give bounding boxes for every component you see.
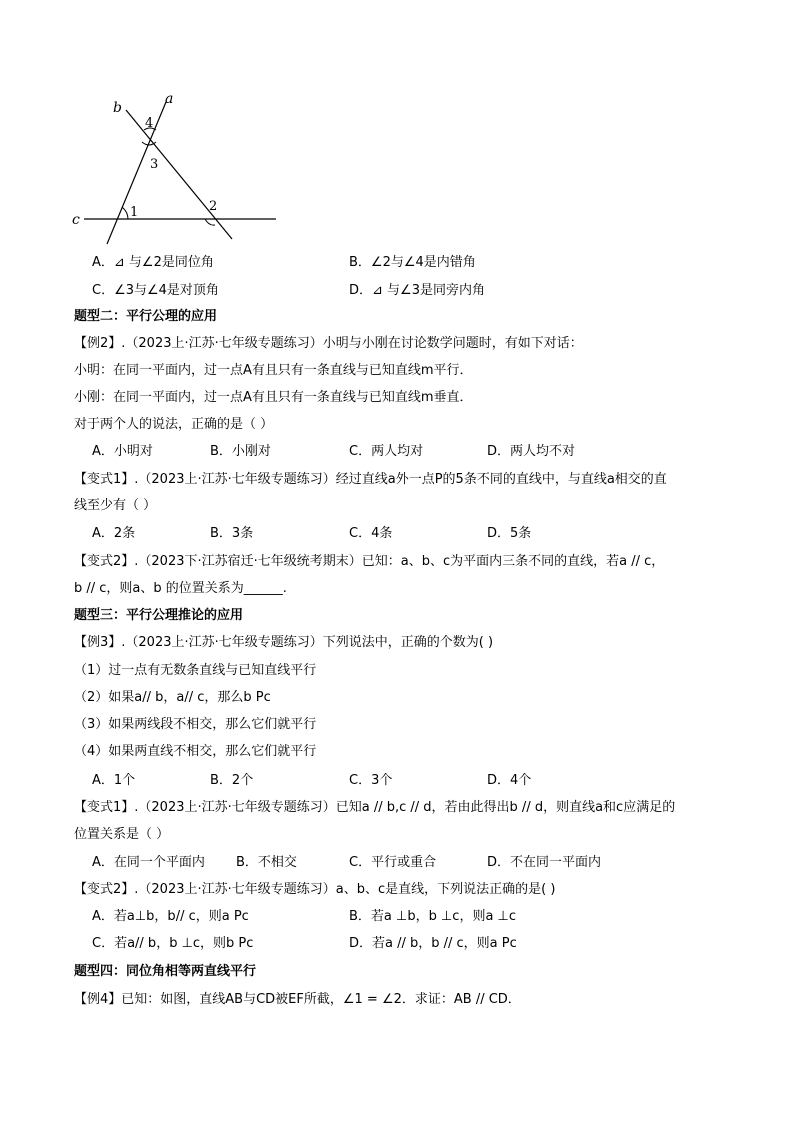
variant-3-1-option-c: C．平行或重合 [349,855,437,870]
angle-2-arc [205,219,215,225]
example-2-gang: 小刚：在同一平面内，过一点A有且只有一条直线与已知直线m垂直． [74,390,473,405]
label-4: 4 [145,116,154,131]
variant-3-2-stem: 【变式2】.（2023上·江苏·七年级专题练习）a、b、c是直线，下列说法正确的是( ) [74,882,556,897]
label-3: 3 [150,157,159,172]
angle-diagram [60,88,290,248]
angle-1-arc [122,207,128,219]
variant-2-1-option-c: C．4条 [349,526,393,541]
variant-3-1-option-a: A．在同一个平面内 [92,855,205,870]
example-2-stem: 【例2】.（2023上·江苏·七年级专题练习）小明与小刚在讨论数学问题时，有如下对话： [74,336,583,351]
example-3-option-a: A．1个 [92,773,136,788]
line-b [126,110,232,239]
variant-3-2-option-b: B．若a ⊥b，b ⊥c，则a ⊥c [349,909,517,924]
section-2-title: 题型二：平行公理的应用 [74,309,218,324]
label-2: 2 [209,199,218,214]
example-3-item-4: （4）如果两直线不相交，那么它们就平行 [74,744,317,759]
variant-3-2-option-a: A．若a⊥b，b// c，则a Pc [92,909,249,924]
variant-2-1-stem-line2: 线至少有（ ） [74,498,157,513]
example-3-option-b: B．2个 [210,773,254,788]
variant-2-1-option-a: A．2条 [92,526,136,541]
section-4-title: 题型四：同位角相等两直线平行 [74,964,257,979]
q1-option-a: A．⊿ 与∠2是同位角 [92,255,214,270]
example-3-option-c: C．3个 [349,773,393,788]
label-b: b [113,100,122,116]
q1-option-d: D．⊿ 与∠3是同旁内角 [349,283,485,298]
example-3-option-d: D．4个 [487,773,532,788]
example-3-item-1: （1）过一点有无数条直线与已知直线平行 [74,663,317,678]
q1-option-b: B．∠2与∠4是内错角 [349,255,476,270]
example-2-ming: 小明：在同一平面内，过一点A有且只有一条直线与已知直线m平行． [74,363,473,378]
variant-3-1-option-b: B．不相交 [236,855,297,870]
example-3-stem: 【例3】.（2023上·江苏·七年级专题练习）下列说法中，正确的个数为( ) [74,635,494,650]
section-3-title: 题型三：平行公理推论的应用 [74,608,244,623]
variant-2-1-option-b: B．3条 [210,526,254,541]
variant-2-2-stem-line1: 【变式2】.（2023下·江苏宿迁·七年级统考期末）已知：a、b、c为平面内三条不同的直线，若a // c， [74,554,665,569]
example-2-option-b: B．小刚对 [210,444,271,459]
geometry-figure [60,88,290,248]
variant-2-1-stem-line1: 【变式1】.（2023上·江苏·七年级专题练习）经过直线a外一点P的5条不同的直线中，与直线a相交的直 [74,472,667,487]
label-1: 1 [130,205,139,220]
example-2-option-d: D．两人均不对 [487,444,576,459]
example-2-question: 对于两个人的说法，正确的是（ ） [74,417,274,432]
variant-3-1-stem-line1: 【变式1】.（2023上·江苏·七年级专题练习）已知a // b,c // d，若由此得出b // d，则直线a和c应满足的 [74,800,676,815]
label-a: a [165,91,174,107]
variant-2-1-option-d: D．5条 [487,526,532,541]
variant-3-1-stem-line2: 位置关系是（ ） [74,827,170,842]
example-3-item-2: （2）如果a// b，a// c，那么b Pc [74,690,271,705]
variant-2-2-stem-line2: b // c，则a、b 的位置关系为______. [74,581,287,596]
example-3-item-3: （3）如果两线段不相交，那么它们就平行 [74,717,317,732]
variant-3-2-option-d: D．若a // b，b // c，则a Pc [349,936,517,951]
example-4-stem: 【例4】已知：如图，直线AB与CD被EF所截，∠1 = ∠2．求证：AB // CD． [74,992,521,1007]
example-2-option-c: C．两人均对 [349,444,424,459]
variant-3-2-option-c: C．若a// b，b ⊥c，则b Pc [92,936,254,951]
label-c: c [72,212,80,228]
example-2-option-a: A．小明对 [92,444,153,459]
variant-3-1-option-d: D．不在同一平面内 [487,855,602,870]
q1-option-c: C．∠3与∠4是对顶角 [92,283,219,298]
